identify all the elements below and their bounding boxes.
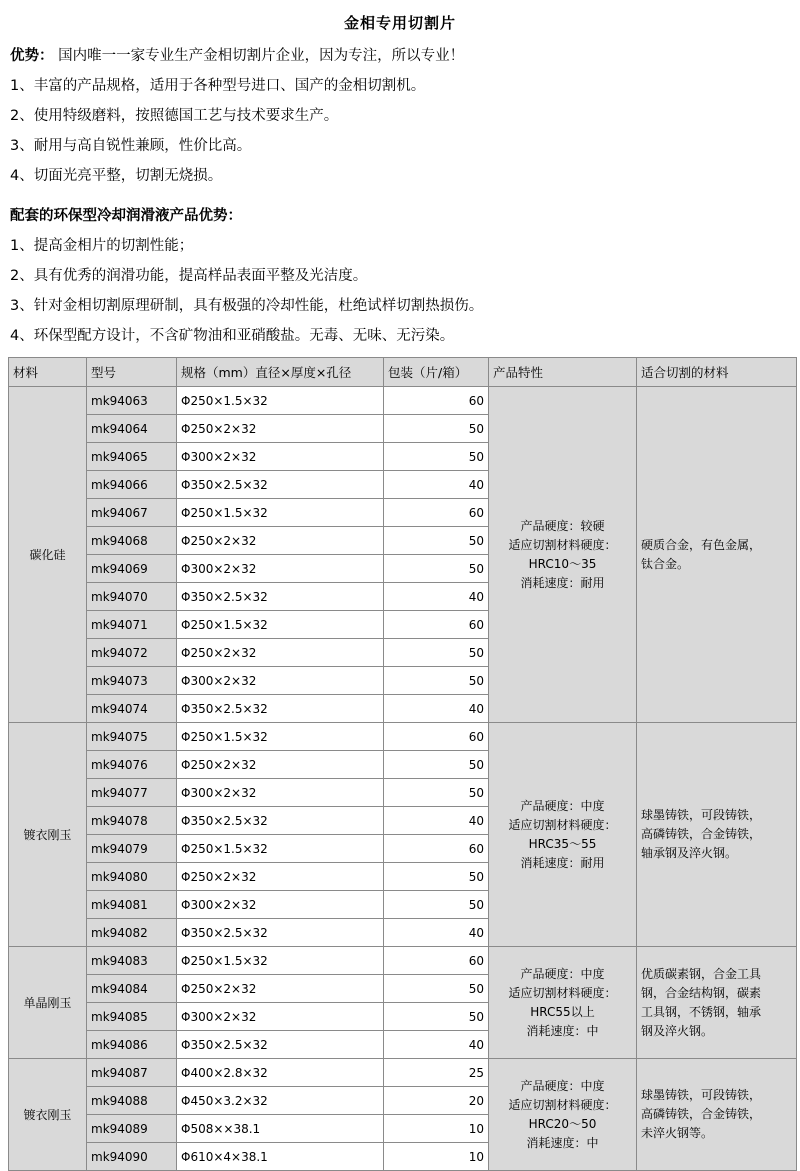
column-header: 适合切割的材料 [637,358,797,387]
model-cell: mk94075 [87,723,177,751]
spec-cell: Φ350×2.5×32 [177,807,384,835]
model-cell: mk94078 [87,807,177,835]
package-cell: 50 [384,1003,489,1031]
spec-cell: Φ450×3.2×32 [177,1087,384,1115]
intro-line: 3、针对金相切割原理研制，具有极强的冷却性能，杜绝试样切割热损伤。 [10,298,484,314]
feature-cell: 产品硬度：较硬 适应切割材料硬度： HRC10～35 消耗速度：耐用 [489,387,637,723]
column-header: 规格（mm）直径×厚度×孔径 [177,358,384,387]
package-cell: 50 [384,863,489,891]
spec-cell: Φ250×2×32 [177,415,384,443]
package-cell: 20 [384,1087,489,1115]
model-cell: mk94077 [87,779,177,807]
spec-cell: Φ250×1.5×32 [177,387,384,415]
model-cell: mk94086 [87,1031,177,1059]
model-cell: mk94069 [87,555,177,583]
column-header: 产品特性 [489,358,637,387]
package-cell: 10 [384,1115,489,1143]
model-cell: mk94079 [87,835,177,863]
package-cell: 60 [384,387,489,415]
model-cell: mk94070 [87,583,177,611]
package-cell: 25 [384,1059,489,1087]
intro-line: 3、耐用与高自锐性兼顾，性价比高。 [10,138,252,154]
package-cell: 60 [384,611,489,639]
model-cell: mk94074 [87,695,177,723]
intro-line: 4、环保型配方设计，不含矿物油和亚硝酸盐。无毒、无味、无污染。 [10,328,455,344]
package-cell: 60 [384,947,489,975]
package-cell: 50 [384,667,489,695]
spec-cell: Φ250×2×32 [177,975,384,1003]
model-cell: mk94064 [87,415,177,443]
model-cell: mk94081 [87,891,177,919]
spec-cell: Φ250×1.5×32 [177,499,384,527]
intro-block [6,43,794,349]
spec-cell: Φ400×2.8×32 [177,1059,384,1087]
table-header-row [9,358,797,387]
package-cell: 40 [384,471,489,499]
package-cell: 40 [384,1031,489,1059]
package-cell: 50 [384,415,489,443]
section-spacer [10,193,790,203]
spec-cell: Φ250×1.5×32 [177,723,384,751]
package-cell: 50 [384,555,489,583]
spec-cell: Φ300×2×32 [177,555,384,583]
spec-cell: Φ610×4×38.1 [177,1143,384,1171]
table-row [9,947,797,975]
suitable-material-cell: 硬质合金，有色金属， 钛合金。 [637,387,797,723]
package-cell: 50 [384,751,489,779]
model-cell: mk94080 [87,863,177,891]
spec-cell: Φ300×2×32 [177,443,384,471]
package-cell: 60 [384,835,489,863]
package-cell: 40 [384,695,489,723]
feature-cell: 产品硬度：中度 适应切割材料硬度： HRC35～55 消耗速度：耐用 [489,723,637,947]
spec-cell: Φ350×2.5×32 [177,583,384,611]
suitable-material-cell: 球墨铸铁，可段铸铁， 高磷铸铁，合金铸铁， 轴承钢及淬火钢。 [637,723,797,947]
table-row [9,723,797,751]
package-cell: 50 [384,975,489,1003]
model-cell: mk94090 [87,1143,177,1171]
material-cell: 碳化硅 [9,387,87,723]
package-cell: 60 [384,723,489,751]
feature-cell: 产品硬度：中度 适应切割材料硬度： HRC55以上 消耗速度：中 [489,947,637,1059]
model-cell: mk94067 [87,499,177,527]
package-cell: 50 [384,443,489,471]
intro-lead: 优势： [10,48,54,64]
package-cell: 10 [384,1143,489,1171]
package-cell: 40 [384,583,489,611]
material-cell: 单晶刚玉 [9,947,87,1059]
package-cell: 50 [384,779,489,807]
intro-line: 配套的环保型冷却润滑液产品优势： [10,208,242,224]
spec-cell: Φ250×2×32 [177,527,384,555]
material-cell: 镀衣刚玉 [9,723,87,947]
model-cell: mk94073 [87,667,177,695]
intro-line: 2、使用特级磨料，按照德国工艺与技术要求生产。 [10,108,339,124]
column-header: 包装（片/箱） [384,358,489,387]
model-cell: mk94089 [87,1115,177,1143]
spec-cell: Φ300×2×32 [177,779,384,807]
model-cell: mk94083 [87,947,177,975]
model-cell: mk94082 [87,919,177,947]
spec-cell: Φ300×2×32 [177,1003,384,1031]
model-cell: mk94066 [87,471,177,499]
model-cell: mk94068 [87,527,177,555]
page-title: 金相专用切割片 [343,14,456,32]
model-cell: mk94087 [87,1059,177,1087]
spec-cell: Φ250×1.5×32 [177,835,384,863]
spec-cell: Φ250×2×32 [177,863,384,891]
package-cell: 40 [384,807,489,835]
spec-cell: Φ250×2×32 [177,639,384,667]
table-body [9,387,797,1171]
spec-cell: Φ350×2.5×32 [177,1031,384,1059]
table-row [9,1059,797,1087]
package-cell: 60 [384,499,489,527]
model-cell: mk94085 [87,1003,177,1031]
spec-cell: Φ350×2.5×32 [177,695,384,723]
intro-line: 1、提高金相片的切割性能； [10,238,194,254]
model-cell: mk94076 [87,751,177,779]
spec-cell: Φ300×2×32 [177,891,384,919]
suitable-material-cell: 优质碳素钢，合金工具 钢，合金结构钢，碳素 工具钢，不锈钢，轴承 钢及淬火钢。 [637,947,797,1059]
specification-table [8,357,797,1171]
suitable-material-cell: 球墨铸铁，可段铸铁， 高磷铸铁，合金铸铁， 未淬火钢等。 [637,1059,797,1171]
package-cell: 50 [384,527,489,555]
column-header: 材料 [9,358,87,387]
spec-cell: Φ350×2.5×32 [177,919,384,947]
intro-line: 4、切面光亮平整，切割无烧损。 [10,168,223,184]
model-cell: mk94072 [87,639,177,667]
package-cell: 40 [384,919,489,947]
intro-line: 2、具有优秀的润滑功能，提高样品表面平整及光洁度。 [10,268,368,284]
feature-cell: 产品硬度：中度 适应切割材料硬度： HRC20～50 消耗速度：中 [489,1059,637,1171]
model-cell: mk94084 [87,975,177,1003]
spec-cell: Φ250×2×32 [177,751,384,779]
model-cell: mk94065 [87,443,177,471]
intro-line: 优势： 国内唯一一家专业生产金相切割片企业，因为专注，所以专业！ [10,48,465,64]
spec-cell: Φ250×1.5×32 [177,611,384,639]
spec-cell: Φ508××38.1 [177,1115,384,1143]
material-cell: 镀衣刚玉 [9,1059,87,1171]
table-row [9,387,797,415]
model-cell: mk94071 [87,611,177,639]
column-header: 型号 [87,358,177,387]
package-cell: 50 [384,891,489,919]
model-cell: mk94063 [87,387,177,415]
spec-cell: Φ350×2.5×32 [177,471,384,499]
table-header [9,358,797,387]
spec-cell: Φ300×2×32 [177,667,384,695]
intro-line: 1、丰富的产品规格，适用于各种型号进口、国产的金相切割机。 [10,78,426,94]
spec-cell: Φ250×1.5×32 [177,947,384,975]
package-cell: 50 [384,639,489,667]
model-cell: mk94088 [87,1087,177,1115]
